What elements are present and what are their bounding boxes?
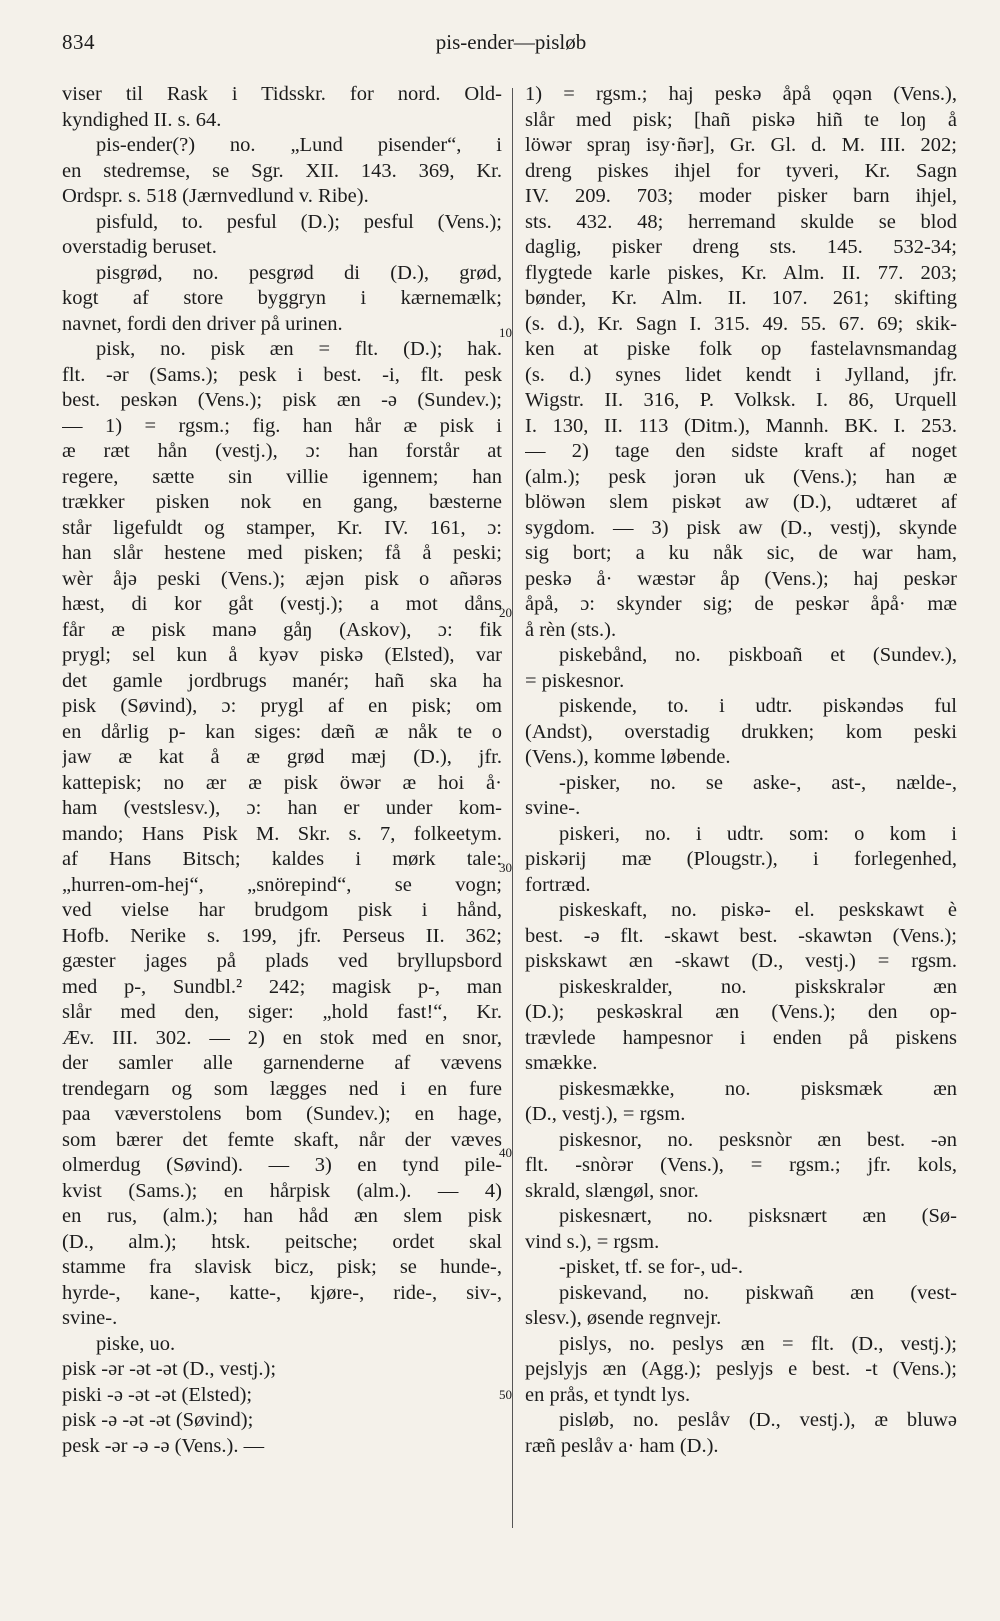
- text-line: af Hans Bitsch; kaldes i mørk tale:: [62, 848, 502, 870]
- text-line: sig bort; a ku nåk sic, de war ham,: [525, 542, 957, 564]
- text-line: en dårlig p- kan siges: dæñ æ nåk te o: [62, 720, 502, 743]
- text-line: Ordspr. s. 518 (Jærnvedlund v. Ribe).: [62, 185, 369, 207]
- text-line: Hofb. Nerike s. 199, jfr. Perseus II. 362;: [62, 924, 502, 947]
- text-line: der samler alle garnenderne af vævens: [62, 1052, 502, 1074]
- text-line: pesk -ər -ə -ə (Vens.). —: [62, 1434, 265, 1457]
- text-line: flygtede karle piskes, Kr. Alm. II. 77. 203;: [525, 261, 957, 284]
- text-line: æ ræt hån (vestj.), ɔ: han forstår at: [62, 440, 502, 462]
- text-line: en prås, et tyndt lys.: [525, 1383, 691, 1406]
- text-line: flt. -snòrər (Vens.), = rgsm.; jfr. kols,: [525, 1154, 957, 1176]
- text-line: trækker pisken nok en gang, bæsterne: [62, 491, 502, 513]
- text-line: fortræd.: [525, 873, 591, 896]
- text-line: får æ pisk manə gåŋ (Askov), ɔ: fik: [62, 618, 502, 641]
- line-number: 30: [499, 860, 512, 875]
- text-line: sygdom. — 3) pisk aw (D., vestj), skynde: [525, 516, 957, 539]
- text-line: mando; Hans Pisk M. Skr. s. 7, folkeetym.: [62, 822, 502, 845]
- text-line: ved vielse har brudgom pisk i hånd,: [62, 899, 502, 921]
- left-column: [62, 82, 502, 1459]
- text-line: pejslyjs æn (Agg.); peslyjs e best. -t (Vens.);: [525, 1358, 957, 1380]
- text-line: -pisker, no. se aske-, ast-, nælde-,: [559, 771, 957, 794]
- text-line: piskebånd, no. piskboañ et (Sundev.),: [559, 644, 957, 666]
- text-line: piskende, to. i udtr. piskəndəs ful: [559, 695, 957, 717]
- text-line: navnet, fordi den driver på urinen.: [62, 312, 343, 335]
- text-line: å rèn (sts.).: [525, 618, 617, 641]
- text-line: prygl; sel kun å kyəv piskə (Elsted), var: [62, 644, 502, 666]
- text-line: viser til Rask i Tidsskr. for nord. Old-: [62, 83, 502, 105]
- text-line: piskeri, no. i udtr. som: o kom i: [559, 822, 957, 845]
- text-line: peskə å· wæstər åp (Vens.); haj peskər: [525, 567, 957, 590]
- text-line: regere, sætte sin villie igennem; han: [62, 465, 502, 488]
- text-line: kogt af store byggryn i kærnemælk;: [62, 287, 502, 309]
- text-line: olmerdug (Søvind). — 3) en tynd pile-: [62, 1154, 502, 1176]
- text-line: — 1) = rgsm.; fig. han hår æ pisk i: [62, 414, 502, 437]
- text-line: sts. 432. 48; herremand skulde se blod: [525, 210, 957, 233]
- line-number: 20: [499, 605, 512, 620]
- text-line: pisfuld, to. pesful (D.); pesful (Vens.);: [96, 210, 502, 233]
- text-line: (Vens.), komme løbende.: [525, 746, 731, 768]
- text-line: ræñ peslåv a· ham (D.).: [525, 1434, 719, 1457]
- line-number: 10: [499, 325, 512, 340]
- text-line: kattepisk; no ær æ pisk öwər æ hoi å·: [62, 771, 502, 794]
- text-line: en stedremse, se Sgr. XII. 143. 369, Kr.: [62, 159, 502, 182]
- text-line: löwər spraŋ isy·ñər], Gr. Gl. d. M. III. 202;: [525, 134, 957, 156]
- text-line: best. peskən (Vens.); pisk æn -ə (Sundev.);: [62, 389, 502, 411]
- text-line: = piskesnor.: [525, 669, 625, 692]
- text-line: åpå, ɔ: skynder sig; de peskər åpå· mæ: [525, 593, 957, 615]
- text-line: (D.); peskəskral æn (Vens.); den op-: [525, 1001, 957, 1023]
- text-line: pislys, no. peslys æn = flt. (D., vestj.);: [559, 1332, 957, 1355]
- text-line: pisk -ər -ət -ət (D., vestj.);: [62, 1358, 277, 1380]
- text-line: Wigstr. II. 316, P. Volksk. I. 86, Urquell: [525, 389, 957, 411]
- text-line: står ligefuldt og stamper, Kr. IV. 161, ɔ:: [62, 516, 502, 539]
- text-line: han slår hestene med pisken; få å peski;: [62, 542, 502, 564]
- text-line: (s. d.), Kr. Sagn I. 315. 49. 55. 67. 69; skik-: [525, 312, 957, 335]
- line-number: 40: [499, 1145, 512, 1160]
- text-line: gæster jages på plads ved bryllupsbord: [62, 950, 502, 972]
- page-number: 834: [62, 30, 95, 54]
- text-line: med p-, Sundbl.² 242; magisk p-, man: [62, 975, 502, 998]
- text-line: piskskawt æn -skawt (D., vestj.) = rgsm.: [525, 950, 957, 972]
- text-line: pisgrød, no. pesgrød di (D.), grød,: [96, 261, 502, 284]
- text-line: pis-ender(?) no. „Lund pisender“, i: [96, 134, 502, 156]
- text-line: hyrde-, kane-, katte-, kjøre-, ride-, siv-,: [62, 1281, 502, 1304]
- text-line: kyndighed II. s. 64.: [62, 108, 222, 131]
- text-line: -pisket, tf. se for-, ud-.: [559, 1256, 744, 1278]
- text-line: piskesnor, no. pesksnòr æn best. -ən: [559, 1128, 957, 1151]
- line-number: 50: [499, 1387, 512, 1402]
- text-line: I. 130, II. 113 (Ditm.), Mannh. BK. I. 253.: [525, 414, 957, 437]
- text-line: piskeskralder, no. piskskralər æn: [559, 975, 957, 998]
- text-line: (D., vestj.), = rgsm.: [525, 1103, 686, 1125]
- text-line: pisk, no. pisk æn = flt. (D.); hak.: [96, 338, 502, 360]
- text-line: pisløb, no. peslåv (D., vestj.), æ bluwə: [559, 1409, 957, 1431]
- text-line: pisk -ə -ət -ət (Søvind);: [62, 1409, 254, 1431]
- text-line: svine-.: [62, 1307, 118, 1329]
- text-line: piskesmække, no. pisksmæk æn: [559, 1077, 957, 1100]
- text-line: 1) = rgsm.; haj peskə åpå ǫqən (Vens.),: [525, 83, 957, 105]
- text-line: vind s.), = rgsm.: [525, 1230, 660, 1253]
- text-line: (s. d.) synes lidet kendt i Jylland, jfr.: [525, 363, 957, 386]
- text-line: svine-.: [525, 797, 581, 819]
- text-line: bønder, Kr. Alm. II. 107. 261; skifting: [525, 287, 957, 309]
- text-line: hæst, di kor gåt (vestj.); a mot dåns: [62, 593, 502, 615]
- text-line: — 2) tage den sidste kraft af noget: [525, 440, 957, 462]
- text-line: trævlede hampesnor i enden på piskens: [525, 1026, 957, 1049]
- text-line: dreng piskes ihjel for tyveri, Kr. Sagn: [525, 159, 957, 182]
- text-line: „hurren-om-hej“, „snörepind“, se vogn;: [62, 873, 502, 896]
- text-line: slår med den, siger: „hold fast!“, Kr.: [62, 1001, 502, 1023]
- text-line: piski -ə -ət -ət (Elsted);: [62, 1383, 253, 1406]
- text-line: smække.: [525, 1052, 598, 1074]
- text-line: wèr åjə peski (Vens.); æjən pisk o añərəs: [62, 567, 502, 590]
- text-line: piskesnært, no. pisksnært æn (Sø-: [559, 1205, 957, 1227]
- text-line: trendegarn og som lægges ned i en fure: [62, 1077, 502, 1100]
- running-title: pis-ender—pisløb: [435, 30, 587, 54]
- page-header: [62, 30, 960, 60]
- text-line: ken at piske folk op fastelavnsmandag: [525, 338, 957, 360]
- text-line: piskeskaft, no. piskə- el. peskskawt è: [559, 899, 957, 921]
- text-line: blöwən slem piskət aw (D.), udtæret af: [525, 491, 957, 513]
- text-line: paa væverstolens bom (Sundev.); en hage,: [62, 1103, 502, 1125]
- text-line: IV. 209. 703; moder pisker barn ihjel,: [525, 185, 957, 207]
- column-divider: [512, 88, 513, 1528]
- text-line: det gamle jordbrugs manér; hañ ska ha: [62, 669, 502, 692]
- text-line: (Andst), overstadig drukken; kom peski: [525, 720, 957, 743]
- right-column: [525, 82, 957, 1459]
- text-line: piskevand, no. piskwañ æn (vest-: [559, 1281, 957, 1304]
- text-line: som bærer det femte skaft, når der væves: [62, 1128, 502, 1151]
- text-line: slesv.), øsende regnvejr.: [525, 1307, 722, 1329]
- text-line: flt. -ər (Sams.); pesk i best. -i, flt. pesk: [62, 363, 502, 386]
- text-line: stamme fra slavisk bicz, pisk; se hunde-,: [62, 1256, 502, 1278]
- text-line: slår med pisk; [hañ piskə hiñ te loŋ å: [525, 108, 957, 131]
- text-line: kvist (Sams.); en hårpisk (alm.). — 4): [62, 1179, 502, 1202]
- text-line: en rus, (alm.); han håd æn slem pisk: [62, 1205, 502, 1227]
- text-line: piskərij mæ (Plougstr.), i forlegenhed,: [525, 848, 957, 870]
- text-line: Æv. III. 302. — 2) en stok med en snor,: [62, 1026, 502, 1049]
- text-line: (alm.); pesk jorən uk (Vens.); han æ: [525, 465, 957, 488]
- text-line: (D., alm.); htsk. peitsche; ordet skal: [62, 1230, 502, 1253]
- text-line: overstadig beruset.: [62, 236, 217, 258]
- text-line: daglig, pisker dreng sts. 145. 532-34;: [525, 236, 957, 258]
- text-line: ham (vestslesv.), ɔ: han er under kom-: [62, 797, 502, 819]
- text-line: best. -ə flt. -skawt best. -skawtən (Vens.);: [525, 924, 957, 947]
- text-line: jaw æ kat å æ grød mæj (D.), jfr.: [62, 746, 502, 768]
- text-line: piske, uo.: [96, 1332, 176, 1355]
- text-line: skrald, slængøl, snor.: [525, 1179, 699, 1202]
- text-line: pisk (Søvind), ɔ: prygl af en pisk; om: [62, 695, 502, 717]
